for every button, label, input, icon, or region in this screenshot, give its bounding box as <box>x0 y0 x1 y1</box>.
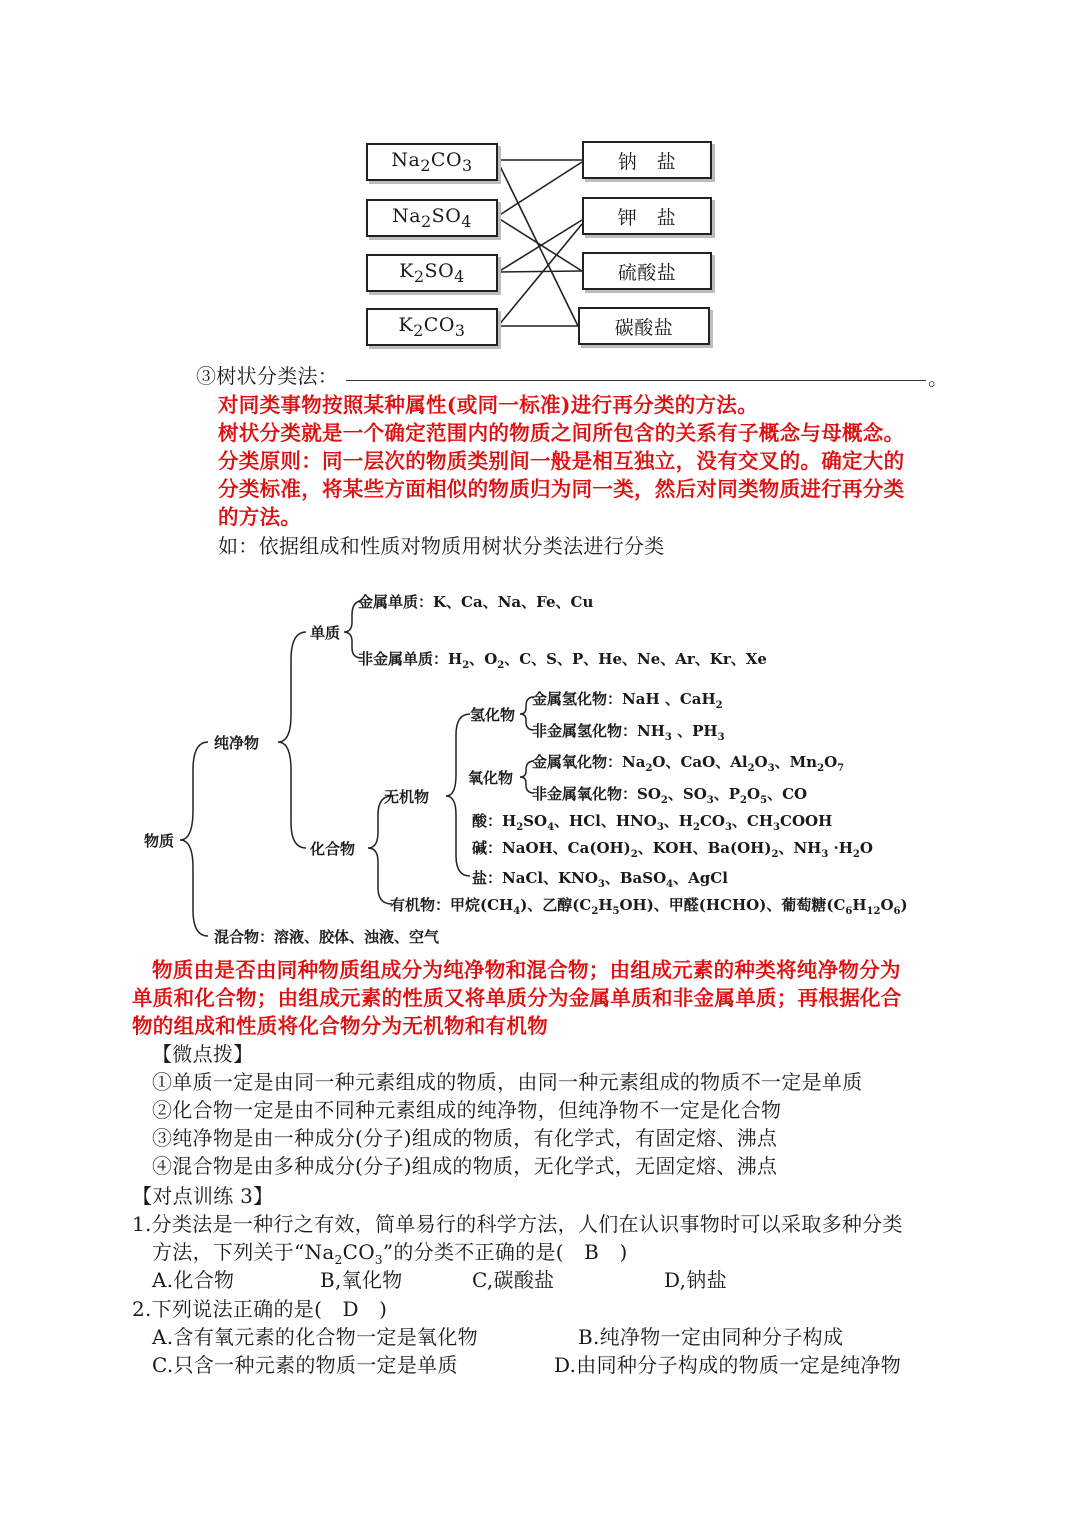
q2-option-b: B.纯净物一定由同种分子构成 <box>578 1325 844 1349</box>
explanation-line-1: 物质由是否由同种物质组成分为纯净物和混合物；由组成元素的种类将纯净物分为 <box>152 958 901 982</box>
tree-metal-element: 金属单质：K、Ca、Na、Fe、Cu <box>358 593 594 611</box>
brace-inorganic <box>446 714 470 876</box>
tip-3: ③纯净物是由一种成分(分子)组成的物质，有化学式，有固定熔、沸点 <box>152 1126 778 1150</box>
q1-stem-line1: 1.分类法是一种行之有效，简单易行的科学方法，人们在认识事物时可以采取多种分类 <box>132 1212 903 1236</box>
brace-pure <box>278 632 306 848</box>
right-box-potassium-salt: 钾 盐 <box>582 197 712 235</box>
right-box-carbonate: 碳酸盐 <box>578 307 710 345</box>
formula-k2so4: $K_2SO_4$ <box>399 260 465 286</box>
tree-metal-oxide: 金属氧化物：$Na_2O$、CaO、$Al_2O_3$、$Mn_2O_7$ <box>532 753 845 774</box>
q1-option-c: C,碳酸盐 <box>472 1268 555 1292</box>
tree-nonmetal-hydride: 非金属氢化物：$NH_3$ 、$PH_3$ <box>532 722 725 743</box>
tree-salt: 盐：NaCl、$KNO_3$、BaSO$_4$、AgCl <box>472 869 728 890</box>
tree-base: 碱：NaOH、$Ca(OH)_2$、KOH、$Ba(OH)_2$、$NH_3 \cdot H_2O$ <box>472 839 873 860</box>
tree-metal-hydride: 金属氢化物：NaH 、CaH$_2$ <box>532 690 723 711</box>
red-line-4: 分类标准，将某些方面相似的物质归为同一类，然后对同类物质进行再分类 <box>218 477 905 501</box>
tree-oxide: 氧化物 <box>468 769 514 787</box>
tree-acid: 酸：$H_2SO_4$、HCl、$HNO_3$、$H_2CO_3$、$CH_3COOH$ <box>472 812 833 833</box>
brace-compound <box>368 796 392 904</box>
tree-compound: 化合物 <box>310 840 356 858</box>
q1-option-b: B,氧化物 <box>320 1268 403 1292</box>
q1-option-d: D,钠盐 <box>664 1268 727 1292</box>
right-box-sodium-salt: 钠 盐 <box>582 141 712 179</box>
tree-organic: 有机物：甲烷$(CH_4)$、乙醇$(C_2H_5OH)$、甲醛(HCHO)、葡萄糖$(C_6H_{12}O_6)$ <box>390 896 908 917</box>
tip-4: ④混合物是由多种成分(分子)组成的物质，无化学式，无固定熔、沸点 <box>152 1154 778 1178</box>
tip-1: ①单质一定是由同一种元素组成的物质，由同一种元素组成的物质不一定是单质 <box>152 1070 863 1094</box>
q2-stem: 2.下列说法正确的是( D ) <box>132 1297 388 1321</box>
section-label: ③树状分类法： <box>196 364 339 388</box>
tip-2: ②化合物一定是由不同种元素组成的纯净物，但纯净物不一定是化合物 <box>152 1098 782 1122</box>
q2-option-c: C.只含一种元素的物质一定是单质 <box>152 1353 458 1377</box>
tips-title: 【微点拨】 <box>152 1042 254 1066</box>
right-box-sulfate: 硫酸盐 <box>582 252 712 290</box>
brace-root <box>180 742 208 936</box>
section-end-mark: 。 <box>928 366 949 390</box>
explanation-line-2: 单质和化合物；由组成元素的性质又将单质分为金属单质和非金属单质；再根据化合 <box>132 986 902 1010</box>
red-line-2: 树状分类就是一个确定范围内的物质之间所包含的关系有子概念与母概念。 <box>218 421 905 445</box>
practice-title: 【对点训练 3】 <box>132 1184 274 1208</box>
red-line-1: 对同类事物按照某种属性(或同一标准)进行再分类的方法。 <box>218 393 758 417</box>
tree-root: 物质 <box>144 832 175 850</box>
example-line: 如：依据组成和性质对物质用树状分类法进行分类 <box>218 534 665 558</box>
red-line-3: 分类原则：同一层次的物质类别间一般是相互独立，没有交叉的。确定大的 <box>218 449 905 473</box>
q2-option-d: D.由同种分子构成的物质一定是纯净物 <box>554 1353 902 1377</box>
formula-k2co3: $K_2CO_3$ <box>398 314 466 340</box>
tree-element: 单质 <box>310 624 341 642</box>
formula-na2so4: $Na_2SO_4$ <box>392 205 472 231</box>
red-line-5: 的方法。 <box>218 505 302 529</box>
q2-option-a: A.含有氧元素的化合物一定是氧化物 <box>152 1325 478 1349</box>
tree-nonmetal-oxide: 非金属氧化物：$SO_2$、$SO_3$、$P_2O_5$、CO <box>532 785 808 806</box>
formula-na2co3: $Na_2CO_3$ <box>391 149 473 175</box>
tree-mixture: 混合物：溶液、胶体、浊液、空气 <box>214 928 440 946</box>
explanation-line-3: 物的组成和性质将化合物分为无机物和有机物 <box>132 1014 548 1038</box>
tree-hydride: 氢化物 <box>470 706 516 724</box>
q1-option-a: A.化合物 <box>152 1268 235 1292</box>
tree-pure: 纯净物 <box>214 734 260 752</box>
tree-inorganic: 无机物 <box>384 788 430 806</box>
q1-stem-line2: 方法，下列关于“$Na_2CO_3$”的分类不正确的是( B ) <box>152 1240 628 1267</box>
tree-nonmetal-element: 非金属单质：$H_2$、$O_2$、C、S、P、He、Ne、Ar、Kr、Xe <box>358 650 767 671</box>
